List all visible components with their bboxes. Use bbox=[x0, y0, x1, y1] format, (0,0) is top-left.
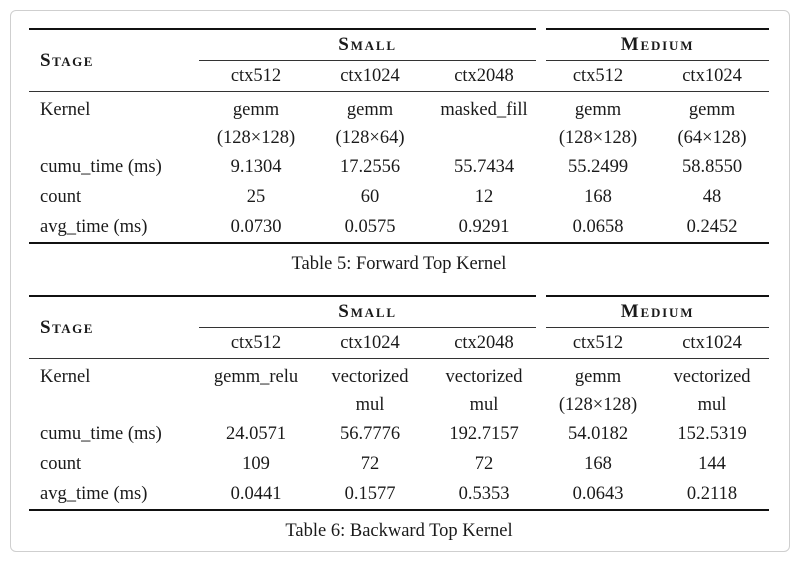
table-cell: 55.2499 bbox=[567, 156, 629, 177]
table-row bbox=[29, 359, 769, 420]
table-cell bbox=[313, 359, 427, 420]
forward-top-kernel-table-block bbox=[29, 28, 769, 275]
column-header: ctx512 bbox=[199, 61, 313, 92]
group-header-small: Small bbox=[199, 296, 541, 328]
table-row bbox=[29, 182, 769, 212]
document-frame bbox=[10, 10, 790, 552]
table-cell: 72 bbox=[474, 453, 494, 474]
kernel-shape: (128×64) bbox=[335, 128, 405, 148]
table-cell: 168 bbox=[584, 453, 612, 474]
forward-top-kernel-table bbox=[29, 28, 769, 244]
group-header-medium: Medium bbox=[541, 296, 769, 328]
column-header: ctx512 bbox=[199, 328, 313, 359]
table-cell: 0.0643 bbox=[541, 479, 655, 510]
row-label: avg_time (ms) bbox=[29, 479, 199, 510]
column-header: ctx2048 bbox=[427, 328, 541, 359]
table-cell: 168 bbox=[584, 186, 612, 207]
table-cell: 55.7434 bbox=[453, 156, 515, 177]
table-cell: 0.1577 bbox=[313, 479, 427, 510]
column-header: ctx512 bbox=[541, 61, 655, 92]
stage-header: Stage bbox=[29, 29, 199, 92]
row-label: Kernel bbox=[40, 100, 91, 120]
kernel-shape: mul bbox=[697, 395, 727, 415]
table-cell: 109 bbox=[242, 453, 270, 474]
stage-header: Stage bbox=[29, 296, 199, 359]
table-caption: Table 5: Forward Top Kernel bbox=[291, 254, 507, 274]
table-row bbox=[29, 212, 769, 243]
table-cell: 54.0182 bbox=[567, 423, 629, 444]
table-cell: 72 bbox=[360, 453, 380, 474]
column-header: ctx1024 bbox=[655, 328, 769, 359]
table-caption: Table 6: Backward Top Kernel bbox=[285, 521, 513, 541]
table-cell bbox=[541, 359, 655, 420]
column-header: ctx1024 bbox=[313, 328, 427, 359]
kernel-shape: (128×128) bbox=[216, 128, 296, 148]
column-header: ctx512 bbox=[541, 328, 655, 359]
table-cell: 192.7157 bbox=[449, 423, 519, 444]
table-cell: 0.0730 bbox=[199, 212, 313, 243]
table-cell bbox=[313, 92, 427, 153]
table-row bbox=[29, 152, 769, 182]
column-header: ctx1024 bbox=[313, 61, 427, 92]
table-cell: 24.0571 bbox=[225, 423, 287, 444]
kernel-name: vectorized bbox=[445, 367, 523, 387]
table-cell bbox=[199, 92, 313, 153]
column-header: ctx2048 bbox=[427, 61, 541, 92]
kernel-shape: mul bbox=[355, 395, 385, 415]
kernel-shape: (128×128) bbox=[558, 128, 638, 148]
table-cell: 0.2118 bbox=[655, 479, 769, 510]
kernel-shape: (128×128) bbox=[558, 395, 638, 415]
kernel-name: gemm bbox=[688, 100, 736, 120]
table-cell: 0.9291 bbox=[427, 212, 541, 243]
table-cell: 9.1304 bbox=[230, 156, 282, 177]
row-label: cumu_time (ms) bbox=[40, 156, 162, 177]
table-cell: 17.2556 bbox=[339, 156, 401, 177]
table-cell bbox=[655, 359, 769, 420]
row-label: count bbox=[40, 186, 82, 207]
table-cell: 0.0658 bbox=[541, 212, 655, 243]
kernel-name: gemm bbox=[232, 100, 280, 120]
group-header-small: Small bbox=[199, 29, 541, 61]
backward-top-kernel-table bbox=[29, 295, 769, 511]
row-label: count bbox=[40, 453, 82, 474]
table-cell: 0.0575 bbox=[313, 212, 427, 243]
table-cell bbox=[427, 92, 541, 153]
table-row bbox=[29, 419, 769, 449]
table-cell: 56.7776 bbox=[339, 423, 401, 444]
kernel-name: gemm bbox=[574, 367, 622, 387]
table-cell: 25 bbox=[246, 186, 266, 207]
kernel-name: vectorized bbox=[331, 367, 409, 387]
kernel-name: gemm bbox=[574, 100, 622, 120]
table-row bbox=[29, 92, 769, 153]
table-cell: 12 bbox=[474, 186, 494, 207]
table-cell: 0.2452 bbox=[655, 212, 769, 243]
table-cell: 48 bbox=[702, 186, 722, 207]
table-cell: 144 bbox=[698, 453, 726, 474]
table-cell: 0.5353 bbox=[427, 479, 541, 510]
kernel-name: masked_fill bbox=[440, 100, 528, 120]
kernel-name: gemm bbox=[346, 100, 394, 120]
table-cell bbox=[541, 92, 655, 153]
table-cell: 0.0441 bbox=[199, 479, 313, 510]
table-row bbox=[29, 449, 769, 479]
table-cell bbox=[655, 92, 769, 153]
table-cell bbox=[199, 359, 313, 420]
kernel-shape: mul bbox=[469, 395, 499, 415]
table-cell: 152.5319 bbox=[677, 423, 747, 444]
table-cell: 58.8550 bbox=[681, 156, 743, 177]
row-label: cumu_time (ms) bbox=[40, 423, 162, 444]
kernel-name: gemm_relu bbox=[213, 367, 299, 387]
row-label: avg_time (ms) bbox=[29, 212, 199, 243]
column-header: ctx1024 bbox=[655, 61, 769, 92]
table-cell: 60 bbox=[360, 186, 380, 207]
group-header-medium: Medium bbox=[541, 29, 769, 61]
kernel-name: vectorized bbox=[673, 367, 751, 387]
table-cell bbox=[427, 359, 541, 420]
kernel-shape: (64×128) bbox=[677, 128, 747, 148]
backward-top-kernel-table-block bbox=[29, 295, 769, 542]
table-row bbox=[29, 479, 769, 510]
row-label: Kernel bbox=[40, 367, 91, 387]
